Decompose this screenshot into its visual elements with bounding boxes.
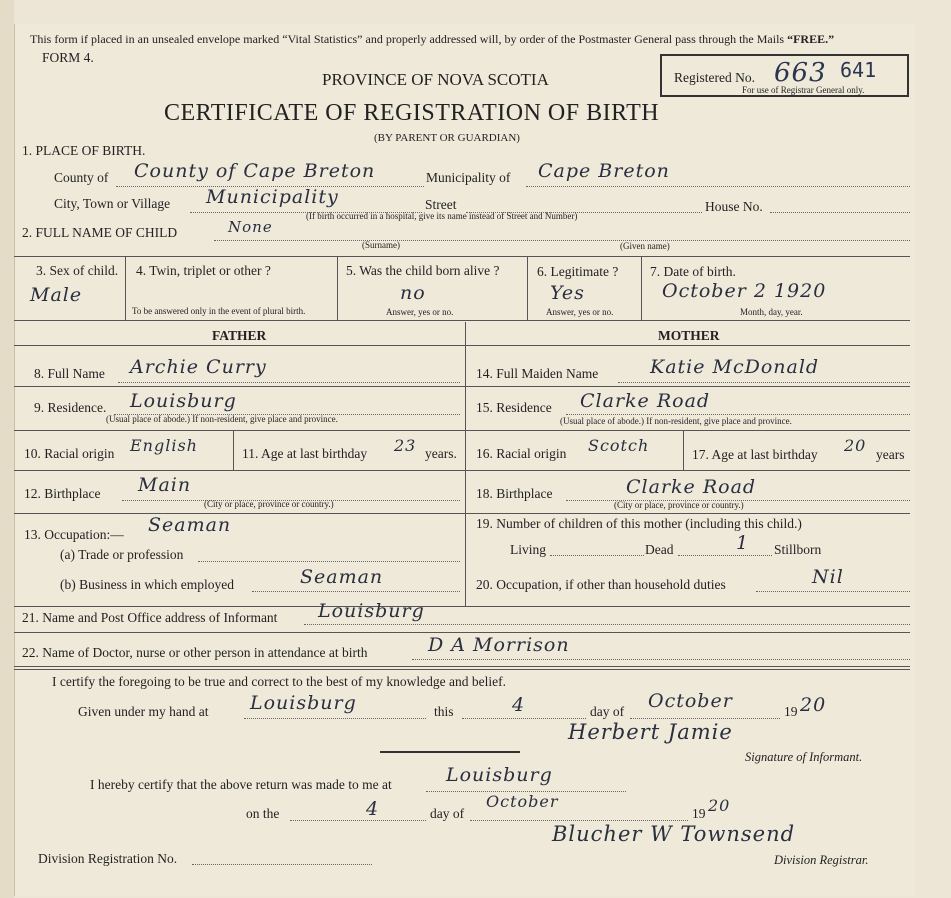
registrar-label: Division Registrar. <box>774 853 869 867</box>
mother-name-label: 14. Full Maiden Name <box>476 366 599 381</box>
father-age-value: 23 <box>394 436 417 455</box>
month-line <box>630 718 780 719</box>
dead-label: Dead <box>645 542 674 557</box>
mother-birthplace-label: 18. Birthplace <box>476 486 553 501</box>
day-value: 4 <box>512 694 526 716</box>
mother-residence-label: 15. Residence <box>476 400 552 415</box>
hospital-note: (If birth occurred in a hospital, give its name instead of Street and Number) <box>306 211 578 221</box>
on-the-label: on the <box>246 806 280 821</box>
rule <box>125 256 126 320</box>
legitimate-label: 6. Legitimate ? <box>537 264 619 279</box>
doctor-label: 22. Name of Doctor, nurse or other person in attendance at birth <box>22 645 368 660</box>
father-years: years. <box>425 446 457 461</box>
informant-signature-label: Signature of Informant. <box>745 750 863 764</box>
rule <box>14 513 466 514</box>
child-name-value: None <box>228 218 273 236</box>
father-name-value: Archie Curry <box>130 356 267 378</box>
rule <box>14 256 910 257</box>
rule <box>14 345 910 346</box>
father-trade-label: (a) Trade or profession <box>60 547 184 562</box>
rule <box>465 386 910 387</box>
sex-label: 3. Sex of child. <box>36 263 119 278</box>
stillborn-label: Stillborn <box>774 542 822 557</box>
street-label: Street <box>425 197 457 212</box>
father-birthplace-label: 12. Birthplace <box>24 486 101 501</box>
mother-birthplace-note: (City or place, province or country.) <box>614 500 744 510</box>
return-month-line <box>470 820 688 821</box>
division-no-label: Division Registration No. <box>38 851 178 866</box>
municipality-label: Municipality of <box>426 170 511 185</box>
registered-label: Registered No. <box>674 70 755 85</box>
informant-label: 21. Name and Post Office address of Informant <box>22 610 278 625</box>
dead-line <box>678 555 772 556</box>
return-month-value: October <box>486 792 559 811</box>
father-heading: FATHER <box>212 328 267 343</box>
given-place-value: Louisburg <box>250 692 357 714</box>
father-business-value: Seaman <box>300 566 384 588</box>
father-residence-label: 9. Residence. <box>34 400 107 415</box>
paper-edge <box>0 0 14 898</box>
rule <box>14 632 910 633</box>
registered-value: 663 <box>774 58 827 88</box>
mother-children-label: 19. Number of children of this mother (including this child.) <box>476 516 802 531</box>
father-business-line <box>252 591 460 592</box>
rule <box>14 386 466 387</box>
informant-line <box>304 624 910 625</box>
rule <box>337 256 338 320</box>
mother-heading: MOTHER <box>658 328 720 343</box>
mail-notice <box>30 32 834 47</box>
twin-note: To be answered only in the event of plural birth. <box>132 306 306 316</box>
mother-racial-value: Scotch <box>588 436 650 455</box>
father-name-line <box>118 382 460 383</box>
rule <box>465 470 910 471</box>
return-day-value: 4 <box>366 798 380 820</box>
alive-note: Answer, yes or no. <box>386 307 454 317</box>
return-year-value: 20 <box>708 796 731 815</box>
notice-text: This form if placed in an unsealed envelope marked <box>30 32 280 46</box>
year-value: 20 <box>800 694 827 716</box>
father-birthplace-value: Main <box>138 474 192 496</box>
dob-note: Month, day, year. <box>740 307 803 317</box>
form-number: FORM 4. <box>42 50 94 65</box>
doctor-value: D A Morrison <box>428 634 570 656</box>
mother-residence-value: Clarke Road <box>580 390 711 412</box>
alive-label: 5. Was the child born alive ? <box>346 263 500 278</box>
father-age-label: 11. Age at last birthday <box>242 446 368 461</box>
sex-value: Male <box>30 284 83 306</box>
rule <box>14 430 466 431</box>
rule <box>465 430 910 431</box>
return-day-of-label: day of <box>430 806 465 821</box>
registered-box <box>660 54 909 97</box>
return-place-value: Louisburg <box>446 764 553 786</box>
rule <box>465 322 466 606</box>
year-prefix: 19 <box>784 704 798 719</box>
father-occupation-value: Seaman <box>148 514 232 536</box>
given-label: Given under my hand at <box>78 704 209 719</box>
mother-years: years <box>876 447 905 462</box>
place-of-birth-heading: 1. PLACE OF BIRTH. <box>22 143 146 158</box>
notice-text-2: and properly addressed will, by order of the Postmaster General pass through the Mails <box>365 32 785 46</box>
living-label: Living <box>510 542 546 557</box>
mother-age-label: 17. Age at last birthday <box>692 447 818 462</box>
dob-label: 7. Date of birth. <box>650 264 736 279</box>
city-value: Municipality <box>206 186 339 208</box>
rule <box>14 606 910 607</box>
day-line <box>462 718 586 719</box>
registrar-signature: Blucher W Townsend <box>552 822 796 846</box>
return-year-prefix: 19 <box>692 806 706 821</box>
mother-age-value: 20 <box>844 436 867 455</box>
mother-occupation-label: 20. Occupation, if other than household duties <box>476 577 726 592</box>
day-of-label: day of <box>590 704 625 719</box>
registered-stamp: 641 <box>840 58 877 82</box>
month-value: October <box>648 690 733 712</box>
rule <box>683 430 684 470</box>
mother-name-value: Katie McDonald <box>650 356 820 378</box>
certify-statement: I certify the foregoing to be true and correct to the best of my knowledge and belief. <box>52 674 506 689</box>
surname-note: (Surname) <box>362 240 400 250</box>
rule <box>641 256 642 320</box>
doctor-line <box>412 659 910 660</box>
informant-signature: Herbert Jamie <box>568 720 733 744</box>
dead-value: 1 <box>736 532 750 554</box>
county-label: County of <box>54 170 109 185</box>
father-name-label: 8. Full Name <box>34 366 105 381</box>
rule <box>527 256 528 320</box>
notice-vital: “Vital Statistics” <box>282 32 363 46</box>
city-label: City, Town or Village <box>54 196 171 211</box>
return-day-line <box>290 820 426 821</box>
informant-value: Louisburg <box>318 600 425 622</box>
this-label: this <box>434 704 454 719</box>
rule <box>380 751 520 753</box>
mother-racial-label: 16. Racial origin <box>476 446 567 461</box>
house-label: House No. <box>705 199 763 214</box>
child-name-label: 2. FULL NAME OF CHILD <box>22 225 178 240</box>
rule <box>14 669 910 670</box>
given-place-line <box>244 718 426 719</box>
rule <box>14 320 910 321</box>
father-trade-line <box>198 561 460 562</box>
father-business-label: (b) Business in which employed <box>60 577 234 592</box>
rule <box>233 430 234 470</box>
living-line <box>550 555 644 556</box>
page-subtitle: (BY PARENT OR GUARDIAN) <box>374 132 520 144</box>
rule <box>14 666 910 667</box>
father-residence-value: Louisburg <box>130 390 237 412</box>
father-racial-value: English <box>130 436 198 455</box>
registrar-use-note: For use of Registrar General only. <box>742 85 865 95</box>
twin-label: 4. Twin, triplet or other ? <box>136 263 271 278</box>
dob-value: October 2 1920 <box>662 280 827 302</box>
legitimate-note: Answer, yes or no. <box>546 307 614 317</box>
mother-residence-line <box>566 414 910 415</box>
division-no-line <box>192 864 372 865</box>
county-value: County of Cape Breton <box>134 160 376 182</box>
given-name-note: (Given name) <box>620 241 670 251</box>
rule <box>14 470 466 471</box>
rule <box>465 513 910 514</box>
child-name-line <box>214 240 910 241</box>
notice-free: “FREE.” <box>787 32 835 46</box>
father-residence-note: (Usual place of abode.) If non-resident, give place and province. <box>106 414 338 424</box>
mother-residence-note: (Usual place of abode.) If non-resident, give place and province. <box>560 416 792 426</box>
mother-occupation-line <box>756 591 910 592</box>
mother-name-line <box>618 382 910 383</box>
legitimate-value: Yes <box>550 282 585 304</box>
mother-birthplace-value: Clarke Road <box>626 476 757 498</box>
municipality-line <box>526 186 910 187</box>
father-occupation-label: 13. Occupation:— <box>24 527 124 542</box>
mother-occupation-value: Nil <box>812 566 844 588</box>
alive-value: no <box>400 282 426 304</box>
province-title: PROVINCE OF NOVA SCOTIA <box>322 70 549 89</box>
return-label: I hereby certify that the above return was made to me at <box>90 777 392 792</box>
house-line <box>770 212 910 213</box>
municipality-value: Cape Breton <box>538 160 670 182</box>
father-birthplace-note: (City or place, province or country.) <box>204 499 334 509</box>
father-racial-label: 10. Racial origin <box>24 446 115 461</box>
page-title: CERTIFICATE OF REGISTRATION OF BIRTH <box>164 100 660 126</box>
